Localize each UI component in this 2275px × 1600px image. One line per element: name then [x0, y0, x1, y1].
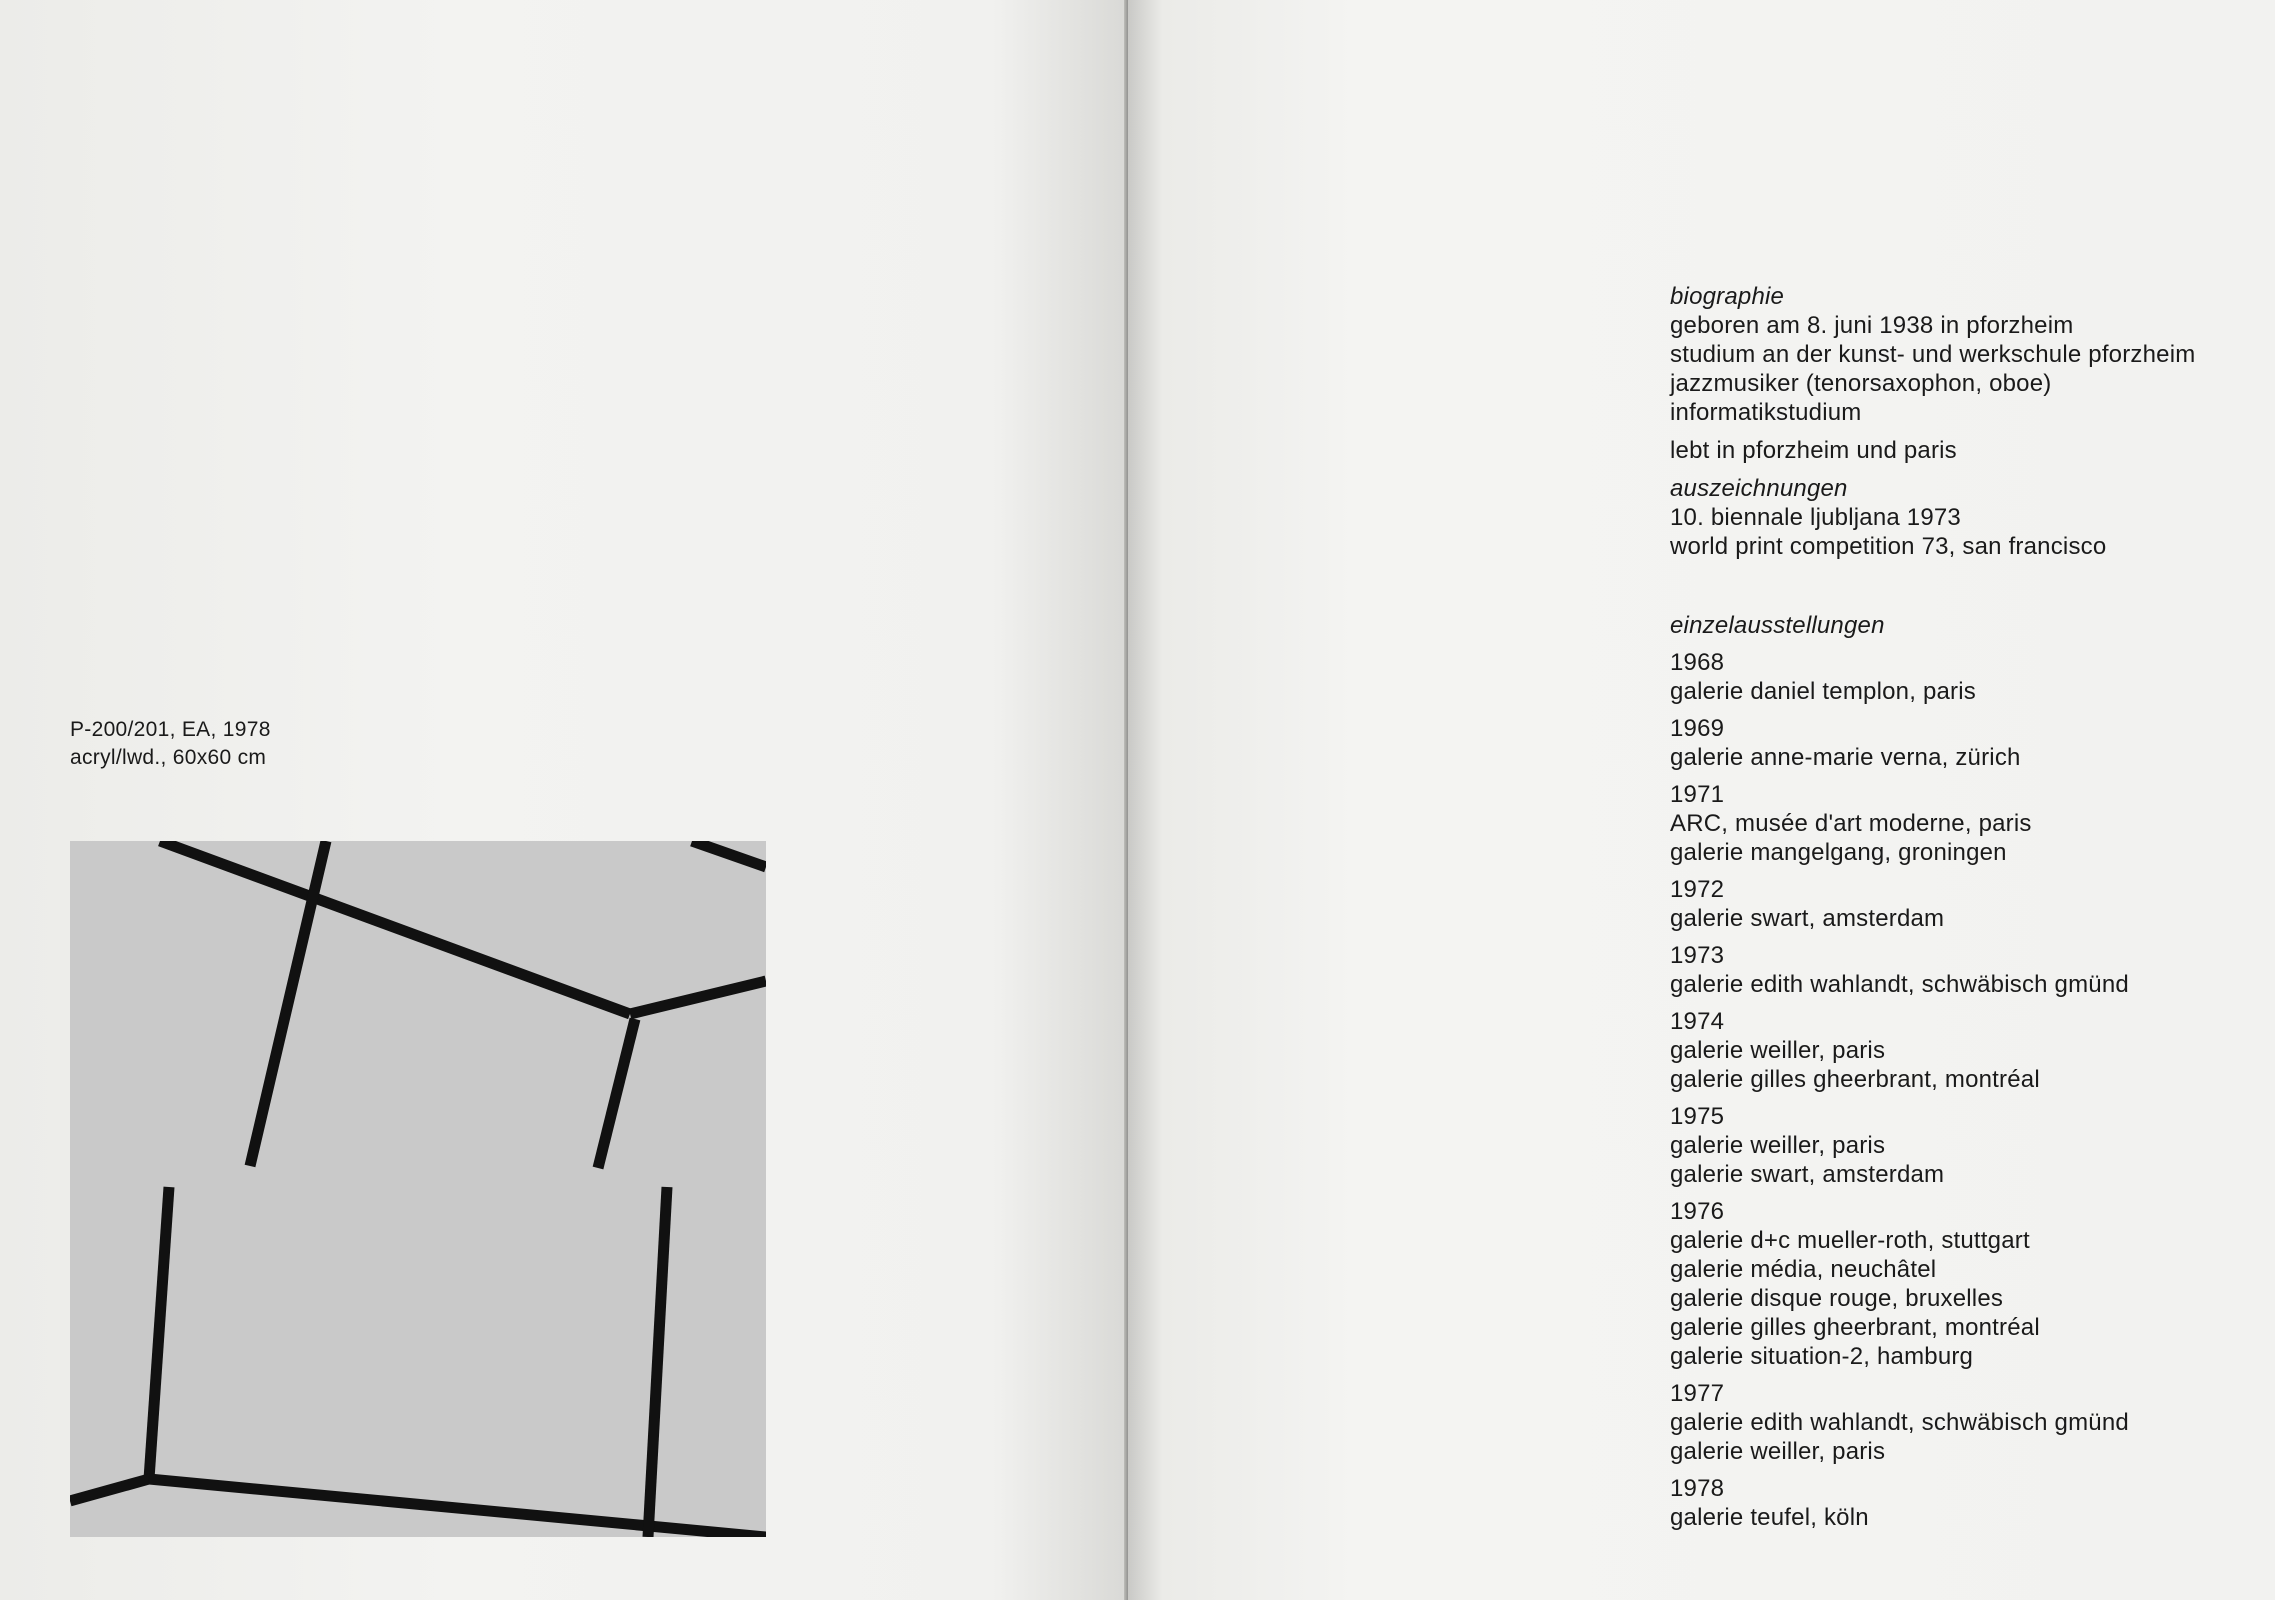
- exhibition-entry: galerie gilles gheerbrant, montréal: [1670, 1314, 2040, 1341]
- artwork-line-drawing: [70, 841, 766, 1537]
- award-line: world print competition 73, san francisco: [1670, 533, 2107, 560]
- bio-residence: lebt in pforzheim und paris: [1670, 437, 1957, 464]
- exhibition-year: 1968: [1670, 649, 1725, 676]
- bio-line: informatikstudium: [1670, 399, 1862, 426]
- exhibition-entry: galerie edith wahlandt, schwäbisch gmünd: [1670, 971, 2129, 998]
- exhibition-entry: galerie weiller, paris: [1670, 1438, 1886, 1465]
- artwork-line: [630, 981, 766, 1014]
- exhibition-entry: galerie edith wahlandt, schwäbisch gmünd: [1670, 1409, 2129, 1436]
- caption-title: P-200/201, EA, 1978: [70, 718, 271, 741]
- biography-text: [1670, 282, 2230, 1532]
- artwork-line: [598, 1019, 635, 1168]
- exhibition-entry: galerie teufel, köln: [1670, 1504, 1869, 1531]
- bio-line: studium an der kunst- und werkschule pforzheim: [1670, 341, 2196, 368]
- exhibition-year: 1975: [1670, 1103, 1725, 1130]
- bio-line: geboren am 8. juni 1938 in pforzheim: [1670, 312, 2074, 339]
- exhibition-entry: galerie weiller, paris: [1670, 1132, 1886, 1159]
- exhibition-entry: galerie mangelgang, groningen: [1670, 839, 2007, 866]
- exhibition-entry: galerie gilles gheerbrant, montréal: [1670, 1066, 2040, 1093]
- exhibition-year: 1971: [1670, 781, 1725, 808]
- einzelausstellungen-heading: einzelausstellungen: [1670, 612, 1885, 639]
- exhibition-list: [1670, 640, 2230, 1532]
- caption-medium: acryl/lwd., 60x60 cm: [70, 746, 267, 769]
- left-page: [0, 0, 1128, 1600]
- exhibition-year: 1969: [1670, 715, 1725, 742]
- artwork-line: [648, 1187, 667, 1537]
- artwork-caption: [70, 716, 271, 772]
- artwork-line: [70, 1479, 149, 1501]
- exhibition-entry: galerie anne-marie verna, zürich: [1670, 744, 2021, 771]
- exhibition-entry: galerie média, neuchâtel: [1670, 1256, 1937, 1283]
- bio-line: jazzmusiker (tenorsaxophon, oboe): [1670, 370, 2052, 397]
- exhibition-entry: galerie disque rouge, bruxelles: [1670, 1285, 2004, 1312]
- artwork-line: [149, 1187, 169, 1479]
- exhibition-entry: galerie swart, amsterdam: [1670, 905, 1945, 932]
- artwork-image: [70, 841, 766, 1537]
- exhibition-entry: ARC, musée d'art moderne, paris: [1670, 810, 2032, 837]
- exhibition-entry: galerie weiller, paris: [1670, 1037, 1886, 1064]
- exhibition-year: 1974: [1670, 1008, 1725, 1035]
- award-line: 10. biennale ljubljana 1973: [1670, 504, 1961, 531]
- artwork-line: [692, 841, 766, 867]
- exhibition-year: 1972: [1670, 876, 1725, 903]
- artwork-line: [160, 841, 630, 1014]
- exhibition-entry: galerie daniel templon, paris: [1670, 678, 1976, 705]
- exhibition-entry: galerie swart, amsterdam: [1670, 1161, 1945, 1188]
- biographie-heading: biographie: [1670, 283, 1785, 310]
- artwork-line: [149, 1479, 766, 1537]
- auszeichnungen-heading: auszeichnungen: [1670, 475, 1848, 502]
- exhibition-year: 1978: [1670, 1475, 1725, 1502]
- exhibition-year: 1973: [1670, 942, 1725, 969]
- exhibition-year: 1977: [1670, 1380, 1725, 1407]
- exhibition-entry: galerie d+c mueller-roth, stuttgart: [1670, 1227, 2030, 1254]
- exhibition-year: 1976: [1670, 1198, 1725, 1225]
- exhibition-entry: galerie situation-2, hamburg: [1670, 1343, 1974, 1370]
